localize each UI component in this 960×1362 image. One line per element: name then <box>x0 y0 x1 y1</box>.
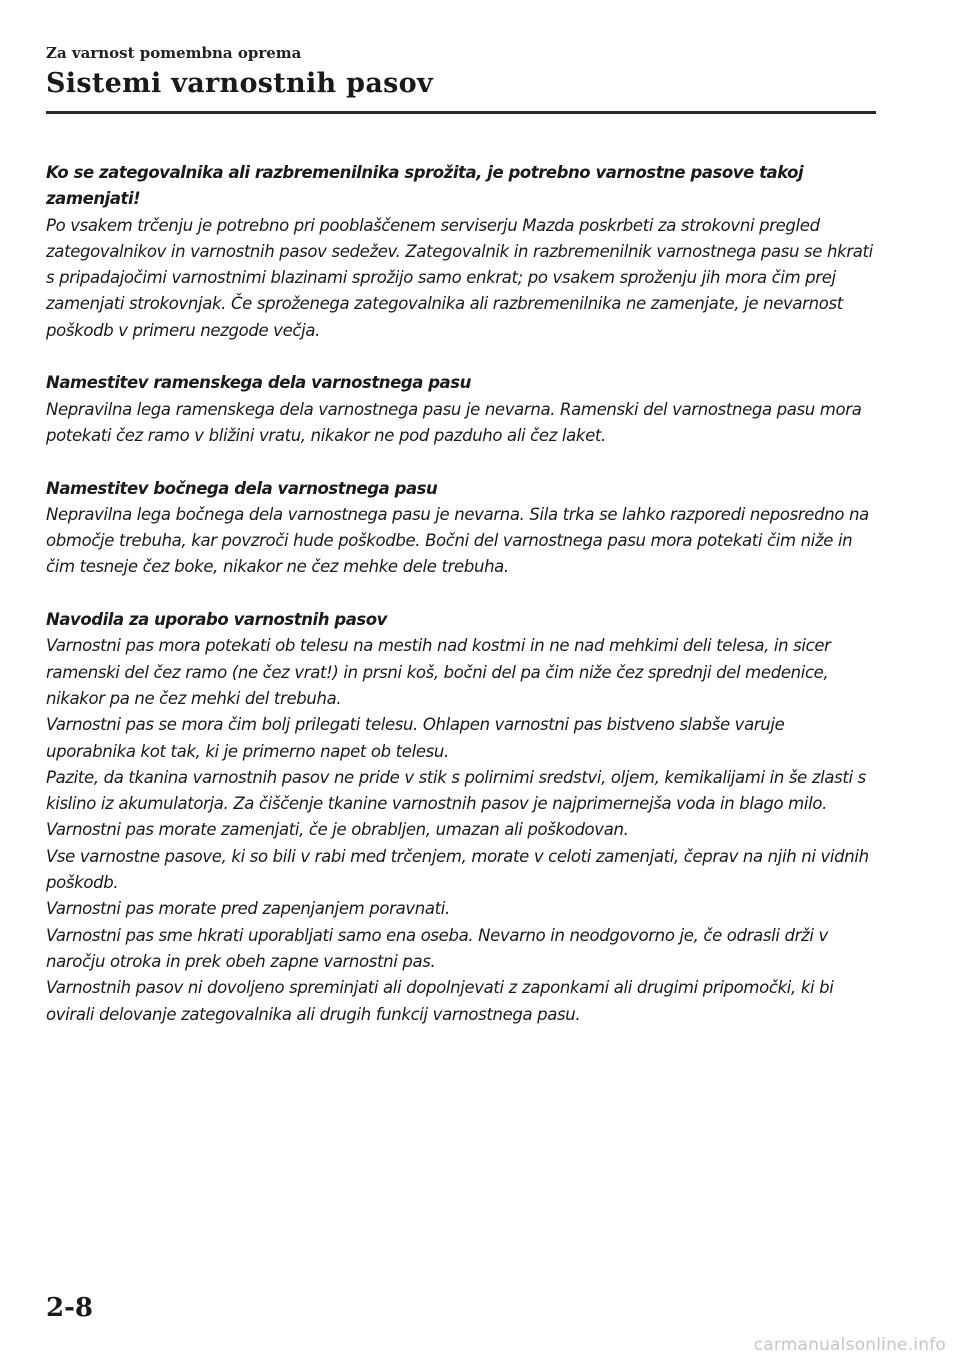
instruction-paragraph: Vse varnostne pasove, ki so bili v rabi med trčenjem, morate v celoti zamenjati, čeprav na njih ni vidnih poškodb. <box>46 846 869 893</box>
watermark-text: carmanualsonline.info <box>753 1335 946 1355</box>
warning-text: Po vsakem trčenju je potrebno pri pooblaščenem serviserju Mazda poskrbeti za strokovni pregled zategovalnikov in varnostnih pasov sedežev. Zategovalnik in razbremenilnik varnostnega pasu se hkrati s pripadajočimi varnostnimi blazinami sprožijo samo enkrat; po vsakem sproženju jih mora čim prej zamenjati strokovnjak. Če sproženega zategovalnika ali razbremenilnika ne zamenjate, je nevarnost poškodb v primeru nezgode večja. <box>46 215 873 340</box>
warning-heading: Namestitev ramenskega dela varnostnega pasu <box>46 373 471 393</box>
page-content <box>46 160 876 1028</box>
warning-block-replace <box>46 160 876 344</box>
instruction-paragraph: Varnostni pas mora potekati ob telesu na mestih nad kostmi in ne nad mehkimi deli telesa, in sicer ramenski del čez ramo (ne čez vrat!) in prsni koš, bočni del pa čim niže čez sprednji del medenice, nikakor pa ne čez mehki del trebuha. <box>46 636 831 708</box>
warning-block-shoulder <box>46 370 876 449</box>
warning-heading: Namestitev bočnega dela varnostnega pasu <box>46 478 438 498</box>
instruction-paragraph: Pazite, da tkanina varnostnih pasov ne pride v stik s polirnimi sredstvi, oljem, kemikalijami in še zlasti s kislino iz akumulatorja. Za čiščenje tkanine varnostnih pasov je najprimernejša voda in blago milo. Varnostni pas morate zamenjati, če je obrabljen, umazan ali poškodovan. <box>46 767 866 840</box>
warning-heading: Navodila za uporabo varnostnih pasov <box>46 610 387 630</box>
warning-heading: Ko se zategovalnika ali razbremenilnika sprožita, je potrebno varnostne pasove takoj zamenjati! <box>46 163 804 209</box>
page-header <box>46 44 876 114</box>
instruction-paragraph: Varnostni pas se mora čim bolj prilegati telesu. Ohlapen varnostni pas bistveno slabše varuje uporabnika kot tak, ki je primerno napet ob telesu. <box>46 715 785 761</box>
header-divider <box>46 111 876 114</box>
warning-block-instructions <box>46 607 876 1028</box>
page-title: Sistemi varnostnih pasov <box>46 68 433 99</box>
warning-block-lap <box>46 476 876 581</box>
warning-text: Nepravilna lega ramenskega dela varnostnega pasu je nevarna. Ramenski del varnostnega pasu mora potekati čez ramo v bližini vratu, nikakor ne pod pazduho ali čez laket. <box>46 399 862 445</box>
instruction-paragraph: Varnostni pas morate pred zapenjanjem poravnati. <box>46 899 450 919</box>
instruction-paragraph: Varnostni pas sme hkrati uporabljati samo ena oseba. Nevarno in neodgovorno je, če odrasli drži v naročju otroka in prek obeh zapne varnostni pas. <box>46 925 828 971</box>
section-label: Za varnost pomembna oprema <box>46 44 302 62</box>
instruction-paragraph: Varnostnih pasov ni dovoljeno spreminjati ali dopolnjevati z zaponkami ali drugimi pripomočki, ki bi ovirali delovanje zategovalnika ali drugih funkcij varnostnega pasu. <box>46 978 834 1024</box>
warning-text: Nepravilna lega bočnega dela varnostnega pasu je nevarna. Sila trka se lahko razporedi neposredno na območje trebuha, kar povzroči hude poškodbe. Bočni del varnostnega pasu mora potekati čim niže in čim tesneje čez boke, nikakor ne čez mehke dele trebuha. <box>46 504 869 577</box>
page-number: 2-8 <box>46 1293 93 1323</box>
